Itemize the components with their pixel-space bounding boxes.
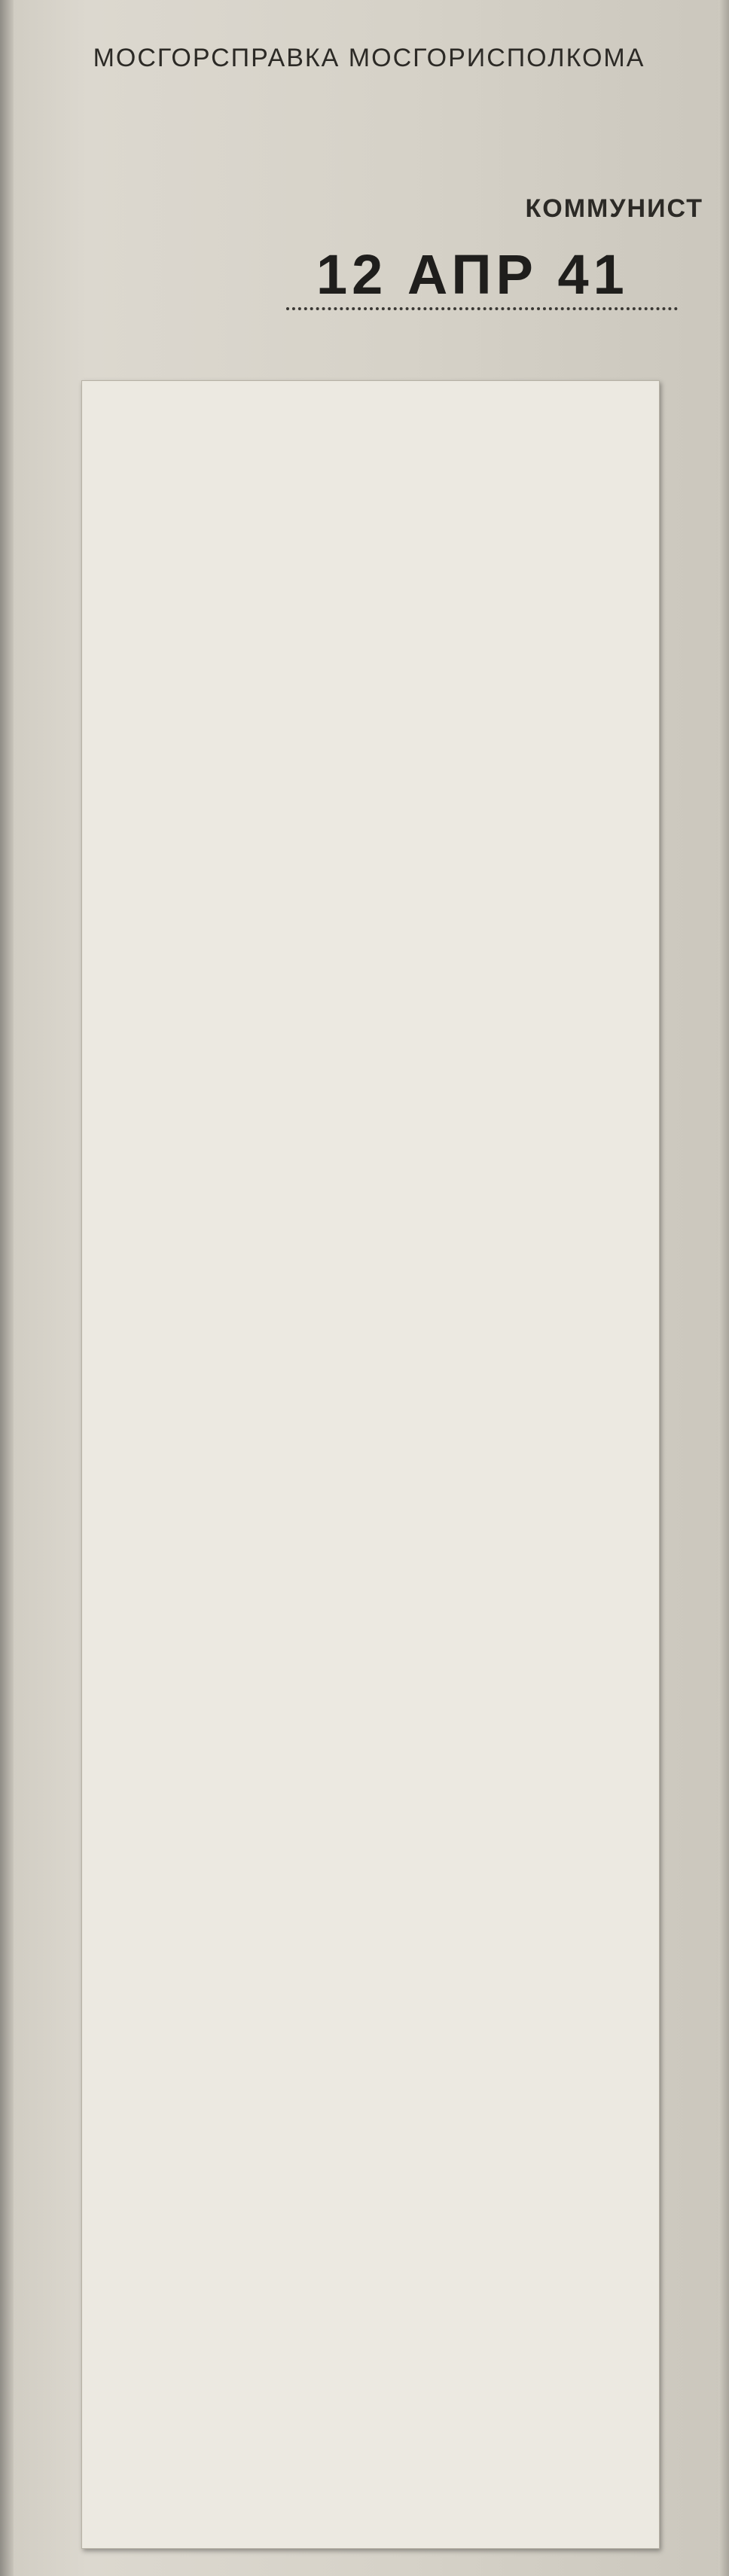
date-stamp: 12 АПР 41 <box>316 243 629 306</box>
date-underline <box>286 307 678 310</box>
agency-name: МОСГОРСПРАВКА МОСГОРИСПОЛКОМА <box>93 44 645 72</box>
newspaper-clipping <box>81 380 660 2549</box>
newspaper-name: КОММУНИСТ <box>525 194 703 223</box>
sheet-left-edge <box>0 0 14 2576</box>
sheet-right-edge <box>718 0 729 2576</box>
address-row <box>53 114 693 145</box>
